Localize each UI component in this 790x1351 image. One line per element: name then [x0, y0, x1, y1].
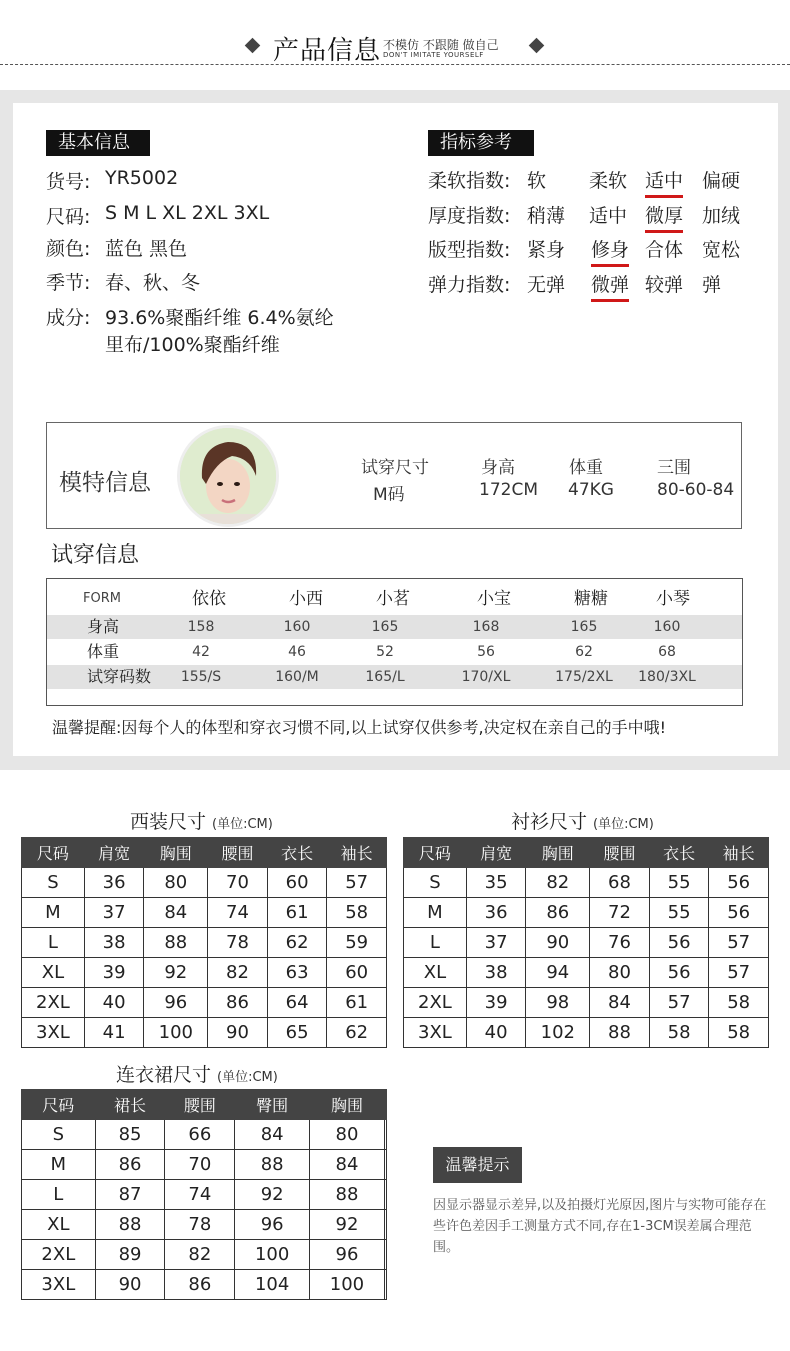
table-cell: 60: [327, 958, 387, 988]
page-header: [0, 0, 790, 70]
table-cell: 38: [84, 928, 144, 958]
trial-size-value: 170/XL: [461, 669, 511, 685]
table-cell: 90: [95, 1270, 165, 1300]
shirt-title-text: 衬衫尺寸: [511, 811, 588, 833]
table-cell: [384, 1210, 386, 1240]
table-cell: 60: [267, 868, 327, 898]
table-cell: 89: [95, 1240, 165, 1270]
table-header-row: [22, 1090, 387, 1120]
table-cell: 2XL: [22, 988, 85, 1018]
table-cell: S: [404, 868, 467, 898]
tip-label: 温馨提示: [433, 1147, 522, 1183]
column-header: 衣长: [267, 838, 327, 868]
elasticity-label: 弹力指数:: [428, 274, 511, 296]
table-cell: 56: [649, 928, 709, 958]
thickness-option: 适中: [589, 205, 628, 227]
table-cell: 98: [526, 988, 590, 1018]
model-avatar: [177, 425, 279, 527]
softness-row: [428, 166, 768, 196]
sku-row: [46, 167, 179, 194]
table-cell: 59: [327, 928, 387, 958]
softness-option: 柔软: [589, 170, 628, 192]
trial-name: 糖糖: [574, 589, 608, 609]
header-subtitle-en: DON'T IMITATE YOURSELF: [383, 51, 484, 59]
size-row: [46, 202, 270, 229]
season-value: 春、秋、冬: [105, 272, 201, 294]
table-cell: XL: [22, 958, 85, 988]
table-row: [22, 1240, 387, 1270]
trial-size-row: [47, 665, 742, 689]
model-weight-label: 体重: [569, 458, 603, 478]
table-cell: 58: [709, 1018, 769, 1048]
table-cell: M: [22, 1150, 96, 1180]
trial-size-value: 175/2XL: [555, 669, 613, 685]
material-line2: 里布/100%聚酯纤维: [105, 334, 280, 356]
table-cell: 96: [144, 988, 208, 1018]
table-cell: 57: [649, 988, 709, 1018]
fit-option-selected: 修身: [591, 235, 629, 267]
table-cell: 104: [235, 1270, 310, 1300]
table-cell: 40: [466, 1018, 526, 1048]
model-info-box: [46, 422, 742, 529]
table-row: [22, 1210, 387, 1240]
table-cell: 3XL: [404, 1018, 467, 1048]
material-row: [46, 303, 334, 356]
table-cell: 92: [310, 1210, 385, 1240]
trial-name: 小宝: [477, 589, 511, 609]
trial-height-label: 身高: [87, 617, 120, 636]
column-header: 臀围: [235, 1090, 310, 1120]
dress-size-table: [21, 1089, 387, 1300]
table-cell: M: [404, 898, 467, 928]
trial-name: 小琴: [656, 589, 690, 609]
color-row: [46, 234, 188, 261]
table-cell: 87: [95, 1180, 165, 1210]
form-label: FORM: [83, 591, 121, 606]
elasticity-option: 弹: [702, 274, 722, 296]
column-header: 胸围: [526, 838, 590, 868]
indicators-tag: 指标参考: [428, 130, 534, 156]
table-header-row: [22, 838, 387, 868]
page-title: 产品信息: [273, 36, 382, 66]
trial-weight-value: 68: [658, 644, 676, 660]
table-cell: 37: [466, 928, 526, 958]
model-info-label: 模特信息: [59, 470, 151, 496]
column-header: 尺码: [22, 1090, 96, 1120]
table-row: [22, 1150, 387, 1180]
table-row: [22, 1180, 387, 1210]
table-cell: 66: [165, 1120, 235, 1150]
table-cell: XL: [22, 1210, 96, 1240]
column-header: 袖长: [709, 838, 769, 868]
table-cell: L: [22, 1180, 96, 1210]
table-cell: 3XL: [22, 1270, 96, 1300]
table-row: [404, 898, 769, 928]
column-header: 裙长: [95, 1090, 165, 1120]
table-cell: 88: [95, 1210, 165, 1240]
shirt-unit: (单位:CM): [593, 817, 654, 832]
model-bwh-label: 三围: [657, 458, 691, 478]
softness-option-selected: 适中: [645, 166, 683, 198]
table-cell: 74: [165, 1180, 235, 1210]
elasticity-row: [428, 270, 768, 300]
table-cell: 57: [327, 868, 387, 898]
table-cell: 100: [235, 1240, 310, 1270]
trial-weight-value: 62: [575, 644, 593, 660]
table-cell: 58: [327, 898, 387, 928]
trial-size-value: 155/S: [180, 669, 222, 685]
table-cell: 64: [267, 988, 327, 1018]
header-subtitle-cn: 不模仿 不跟随 做自己: [383, 38, 499, 52]
trial-size-row-label: 试穿码数: [87, 667, 152, 686]
season-row: [46, 268, 201, 295]
table-cell: 84: [310, 1150, 385, 1180]
suit-title-text: 西装尺寸: [130, 811, 207, 833]
table-cell: 56: [649, 958, 709, 988]
table-cell: 62: [327, 1018, 387, 1048]
column-header: 肩宽: [84, 838, 144, 868]
table-cell: [384, 1120, 386, 1150]
trial-size-value: 180/3XL: [638, 669, 696, 685]
fit-row: [428, 235, 768, 265]
table-row: [22, 1018, 387, 1048]
table-cell: L: [404, 928, 467, 958]
trial-weight-row: [47, 640, 742, 664]
table-cell: 35: [466, 868, 526, 898]
suit-table-title: [130, 807, 273, 834]
table-cell: 39: [466, 988, 526, 1018]
table-cell: 41: [84, 1018, 144, 1048]
column-header: [384, 1090, 386, 1120]
table-cell: 84: [144, 898, 208, 928]
table-cell: 82: [208, 958, 268, 988]
color-value: 蓝色 黑色: [105, 238, 188, 260]
table-row: [404, 928, 769, 958]
table-cell: 88: [310, 1180, 385, 1210]
tip-text: 因显示器显示差异,以及拍摄灯光原因,图片与实物可能存在些许色差因手工测量方式不同,存在1-3CM误差属合理范围。: [433, 1198, 767, 1255]
fit-option: 紧身: [527, 239, 566, 261]
thickness-label: 厚度指数:: [428, 205, 511, 227]
fit-option: 宽松: [702, 239, 741, 261]
table-cell: 58: [709, 988, 769, 1018]
trial-name: 小西: [289, 589, 323, 609]
thickness-option: 稍薄: [527, 205, 566, 227]
table-cell: 57: [709, 958, 769, 988]
table-row: [404, 988, 769, 1018]
table-cell: 58: [649, 1018, 709, 1048]
column-header: 肩宽: [466, 838, 526, 868]
table-cell: 80: [310, 1120, 385, 1150]
dress-unit: (单位:CM): [217, 1070, 278, 1085]
table-cell: 90: [208, 1018, 268, 1048]
trial-height-value: 168: [472, 619, 500, 635]
table-cell: 38: [466, 958, 526, 988]
table-row: [22, 1270, 387, 1300]
table-cell: 55: [649, 868, 709, 898]
table-cell: [384, 1240, 386, 1270]
trial-height-value: 158: [187, 619, 215, 635]
table-cell: 88: [590, 1018, 650, 1048]
table-cell: 72: [590, 898, 650, 928]
column-header: 衣长: [649, 838, 709, 868]
shirt-table-title: [511, 807, 654, 834]
table-cell: 88: [144, 928, 208, 958]
trial-header-row: [47, 587, 742, 611]
suit-size-table: [21, 837, 387, 1048]
table-cell: 55: [649, 898, 709, 928]
fit-option: 合体: [645, 239, 684, 261]
trial-weight-value: 46: [288, 644, 306, 660]
table-cell: 96: [310, 1240, 385, 1270]
model-height-label: 身高: [481, 458, 515, 478]
column-header: 胸围: [310, 1090, 385, 1120]
table-cell: 88: [235, 1150, 310, 1180]
trial-name: 小茗: [376, 589, 410, 609]
trial-weight-value: 52: [376, 644, 394, 660]
table-cell: 70: [208, 868, 268, 898]
table-cell: S: [22, 868, 85, 898]
table-cell: 100: [144, 1018, 208, 1048]
table-cell: 102: [526, 1018, 590, 1048]
table-cell: 2XL: [404, 988, 467, 1018]
table-cell: 86: [526, 898, 590, 928]
table-cell: 70: [165, 1150, 235, 1180]
column-header: 腰围: [208, 838, 268, 868]
table-cell: 84: [590, 988, 650, 1018]
table-cell: 61: [267, 898, 327, 928]
softness-option: 软: [527, 170, 547, 192]
table-cell: XL: [404, 958, 467, 988]
table-cell: 80: [590, 958, 650, 988]
table-row: [404, 958, 769, 988]
table-header-row: [404, 838, 769, 868]
trial-size-label: 试穿尺寸: [361, 458, 429, 478]
table-cell: 82: [526, 868, 590, 898]
table-cell: 94: [526, 958, 590, 988]
table-cell: 86: [165, 1270, 235, 1300]
fit-label: 版型指数:: [428, 239, 511, 261]
table-cell: 65: [267, 1018, 327, 1048]
table-row: [22, 868, 387, 898]
table-cell: 2XL: [22, 1240, 96, 1270]
table-cell: L: [22, 928, 85, 958]
material-line1: 93.6%聚酯纤维 6.4%氨纶: [105, 307, 334, 329]
table-cell: 80: [144, 868, 208, 898]
table-cell: 78: [165, 1210, 235, 1240]
table-cell: 68: [590, 868, 650, 898]
elasticity-option: 无弹: [527, 274, 566, 296]
trial-size-value: M码: [373, 485, 405, 505]
table-cell: 86: [95, 1150, 165, 1180]
thickness-option: 加绒: [702, 205, 741, 227]
table-cell: 92: [235, 1180, 310, 1210]
table-cell: 82: [165, 1240, 235, 1270]
elasticity-option: 较弹: [645, 274, 684, 296]
model-portrait-icon: [180, 428, 276, 524]
table-row: [404, 868, 769, 898]
thickness-option-selected: 微厚: [645, 201, 683, 233]
trial-weight-label: 体重: [87, 642, 120, 661]
table-cell: 74: [208, 898, 268, 928]
model-height-value: 172CM: [479, 480, 538, 500]
table-cell: 57: [709, 928, 769, 958]
table-cell: 86: [208, 988, 268, 1018]
table-cell: 96: [235, 1210, 310, 1240]
table-cell: 92: [144, 958, 208, 988]
table-row: [22, 1120, 387, 1150]
table-row: [22, 898, 387, 928]
table-cell: 37: [84, 898, 144, 928]
column-header: 尺码: [404, 838, 467, 868]
table-cell: 39: [84, 958, 144, 988]
table-cell: S: [22, 1120, 96, 1150]
table-cell: 63: [267, 958, 327, 988]
trial-table: [46, 578, 743, 706]
column-header: 腰围: [165, 1090, 235, 1120]
table-cell: 62: [267, 928, 327, 958]
table-cell: [384, 1270, 386, 1300]
trial-height-row: [47, 615, 742, 639]
table-cell: 84: [235, 1120, 310, 1150]
table-cell: 85: [95, 1120, 165, 1150]
dress-table-title: [116, 1060, 278, 1087]
table-cell: 78: [208, 928, 268, 958]
sku-label: 货号:: [46, 171, 91, 193]
table-cell: [384, 1180, 386, 1210]
softness-option: 偏硬: [702, 170, 741, 192]
table-cell: 56: [709, 868, 769, 898]
shirt-size-table: [403, 837, 769, 1048]
table-cell: 36: [84, 868, 144, 898]
table-cell: 90: [526, 928, 590, 958]
diamond-right-icon: [529, 38, 545, 54]
trial-weight-value: 56: [477, 644, 495, 660]
table-cell: 56: [709, 898, 769, 928]
season-label: 季节:: [46, 272, 91, 294]
table-cell: M: [22, 898, 85, 928]
size-label: 尺码:: [46, 206, 91, 228]
color-label: 颜色:: [46, 238, 91, 260]
column-header: 尺码: [22, 838, 85, 868]
table-cell: 36: [466, 898, 526, 928]
model-weight-value: 47KG: [568, 480, 614, 500]
trial-info-title: 试穿信息: [51, 543, 140, 568]
reminder-text: 温馨提醒:因每个人的体型和穿衣习惯不同,以上试穿仅供参考,决定权在亲自己的手中哦!: [52, 718, 666, 737]
table-row: [22, 958, 387, 988]
thickness-row: [428, 201, 768, 231]
table-row: [22, 988, 387, 1018]
column-header: 胸围: [144, 838, 208, 868]
trial-height-value: 160: [283, 619, 311, 635]
table-cell: 3XL: [22, 1018, 85, 1048]
trial-size-value: 165/L: [365, 669, 405, 685]
table-cell: 61: [327, 988, 387, 1018]
table-cell: 100: [310, 1270, 385, 1300]
size-value: S M L XL 2XL 3XL: [105, 202, 270, 224]
suit-unit: (单位:CM): [212, 817, 273, 832]
basic-info-tag: 基本信息: [46, 130, 150, 156]
trial-name: 依依: [192, 589, 226, 609]
column-header: 袖长: [327, 838, 387, 868]
header-divider: [0, 64, 790, 65]
trial-height-value: 165: [371, 619, 399, 635]
table-cell: 40: [84, 988, 144, 1018]
sku-value: YR5002: [105, 167, 179, 189]
trial-height-value: 165: [570, 619, 598, 635]
table-row: [22, 928, 387, 958]
trial-weight-value: 42: [192, 644, 210, 660]
table-cell: [384, 1150, 386, 1180]
model-bwh-value: 80-60-84: [657, 480, 735, 500]
material-label: 成分:: [46, 307, 91, 329]
dress-title-text: 连衣裙尺寸: [116, 1064, 212, 1086]
table-cell: 76: [590, 928, 650, 958]
softness-label: 柔软指数:: [428, 170, 511, 192]
diamond-left-icon: [245, 38, 261, 54]
trial-size-value: 160/M: [275, 669, 319, 685]
table-row: [404, 1018, 769, 1048]
trial-height-value: 160: [653, 619, 681, 635]
elasticity-option-selected: 微弹: [591, 270, 629, 302]
column-header: 腰围: [590, 838, 650, 868]
